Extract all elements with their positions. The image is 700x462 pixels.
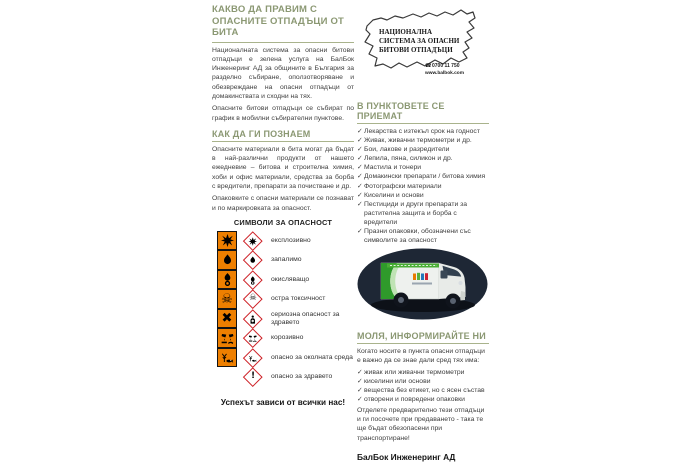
section-heading-inform: МОЛЯ, ИНФОРМИРАЙТЕ НИ (357, 331, 489, 344)
svg-text:БИТОВИ ОТПАДЪЦИ: БИТОВИ ОТПАДЪЦИ (379, 46, 453, 54)
check-icon: ✓ (357, 155, 363, 163)
symbol-label: корозивно (271, 334, 304, 342)
symbol-row-harmful (217, 367, 354, 387)
list-item: ✓ Живак, живачни термометри и др. (357, 137, 472, 145)
svg-text:СИСТЕМА ЗА ОПАСНИ: СИСТЕМА ЗА ОПАСНИ (379, 37, 460, 45)
check-icon: ✓ (357, 200, 363, 208)
check-icon: ✓ (357, 137, 363, 145)
old-hazard-flame-icon (217, 250, 237, 270)
symbol-row-oxidizing (217, 270, 354, 290)
ghs-exploding-bomb-icon (243, 231, 262, 250)
intro-paragraph-1: Националната система за опасни битови отпадъци е зелена услуга на БалБок Инженеринг АД за общините в България за разделно събиране, оползотворяване и обезвреждане на опасни отпадъци от домакинствата и сходни на тях. (212, 46, 354, 100)
accepted-items-list (357, 127, 489, 245)
recognize-paragraph-1: Опасните материали в бита могат да бъдат в най-различни продукти от нашето ежедневие – битова и строителна химия, хоби и офис материали, средства за борба с вредители, препарати за почистване и др. (212, 145, 354, 191)
symbol-label: запалимо (271, 256, 302, 264)
check-icon: ✓ (357, 191, 363, 199)
hazard-symbols-table (217, 231, 354, 387)
check-icon: ✓ (357, 228, 363, 236)
check-icon: ✓ (357, 395, 363, 403)
list-item: ✓ Бои, лакове и разредители (357, 146, 450, 154)
ghs-dead-tree-fish-icon (243, 348, 262, 367)
list-item: ✓ киселини или основи (357, 377, 431, 385)
check-icon: ✓ (357, 386, 363, 394)
symbols-heading: СИМВОЛИ ЗА ОПАСНОСТ (233, 217, 333, 227)
list-item: ✓ Пестициди и други препарати за растителна защита и борба с вредители (357, 200, 468, 226)
section-heading-accepted: В ПУНКТОВЕТЕ СЕ ПРИЕМАТ (357, 101, 489, 124)
collection-van-photo (357, 248, 489, 325)
list-item: ✓ живак или живачни термометри (357, 368, 465, 376)
symbol-label: опасно за здравето (271, 373, 333, 381)
ghs-corrosive-icon (243, 329, 262, 348)
list-item: ✓ Домакински препарати / битова химия (357, 173, 486, 181)
phone-icon: ☎ (425, 63, 432, 69)
svg-text:НАЦИОНАЛНА: НАЦИОНАЛНА (379, 28, 433, 36)
old-hazard-x-cross-icon: ✖ (217, 309, 237, 329)
inform-items-list (357, 368, 489, 404)
symbol-row-toxic (217, 289, 354, 309)
symbol-label: сериозна опасност за здравето (271, 310, 340, 326)
check-icon: ✓ (357, 377, 363, 385)
old-hazard-flame-over-circle-icon (217, 270, 237, 290)
list-item: ✓ Лепила, пяна, силикон и др. (357, 155, 453, 163)
check-icon: ✓ (357, 182, 363, 190)
inform-outro: Отделете предварително тези отпадъци и ги посочете при предаването - така те ще бъдат обезопасени при транспортиране! (357, 407, 485, 442)
inform-intro: Когато носите в пункта опасни отпадъци е важно да се знае дали сред тях има: (357, 348, 485, 365)
symbol-row-health-hazard (217, 309, 354, 329)
hotline-number: 0700 11 750 (432, 63, 460, 69)
list-item: ✓ Празни опаковки, обозначени със символите за опасност (357, 228, 471, 245)
old-hazard-corrosive-icon (217, 328, 237, 348)
right-column (357, 0, 489, 462)
symbol-row-explosive (217, 231, 354, 251)
section-heading-recognize: КАК ДА ГИ ПОЗНАЕМ (212, 129, 354, 142)
slogan-text: Успехът зависи от всички нас! (220, 397, 346, 407)
old-hazard-exploding-bomb-icon (217, 231, 237, 251)
check-icon: ✓ (357, 128, 363, 135)
ghs-person-silhouette-icon (243, 309, 262, 328)
list-item: ✓ Лекарства с изтекъл срок на годност (357, 128, 480, 135)
bulgaria-map-logo (357, 4, 489, 95)
list-item: ✓ Мастила и тонери (357, 164, 422, 172)
ghs-skull-crossbones-icon: ☠ (243, 290, 262, 309)
company-name: БалБок Инженеринг АД (357, 451, 456, 462)
page-title: КАКВО ДА ПРАВИМ С ОПАСНИТЕ ОТПАДЪЦИ ОТ БИТА (212, 4, 354, 43)
symbol-row-corrosive (217, 328, 354, 348)
intro-paragraph-2: Опасните битови отпадъци се събират по график в мобилни събирателни пунктове. (212, 105, 354, 122)
website-text: www.balbok.com (425, 71, 465, 76)
list-item: ✓ Фотографски материали (357, 182, 442, 190)
check-icon: ✓ (357, 368, 363, 376)
check-icon: ✓ (357, 146, 363, 154)
check-icon: ✓ (357, 164, 363, 172)
symbol-label: експлозивно (271, 236, 311, 244)
recognize-paragraph-2: Опаковките с опасни материали се познават и по маркировката за опасност. (212, 195, 354, 212)
symbol-label: опасно за околната среда (271, 353, 353, 361)
symbol-row-flammable (217, 250, 354, 270)
list-item: ✓ Киселини и основи (357, 191, 424, 199)
old-hazard-skull-crossbones-icon: ☠ (217, 289, 237, 309)
list-item: ✓ отворени и повредени опаковки (357, 395, 465, 403)
check-icon: ✓ (357, 173, 363, 181)
symbol-label: окисляващо (271, 275, 310, 283)
symbol-label: остра токсичност (271, 295, 326, 303)
ghs-exclamation-mark-icon: ! (243, 368, 262, 387)
symbol-row-environment (217, 348, 354, 368)
list-item: ✓ вещества без етикет, но с ясен състав (357, 386, 485, 394)
ghs-flame-icon (243, 251, 262, 270)
left-column (212, 0, 354, 407)
ghs-flame-over-circle-icon (243, 270, 262, 289)
old-hazard-dead-tree-fish-icon (217, 348, 237, 368)
